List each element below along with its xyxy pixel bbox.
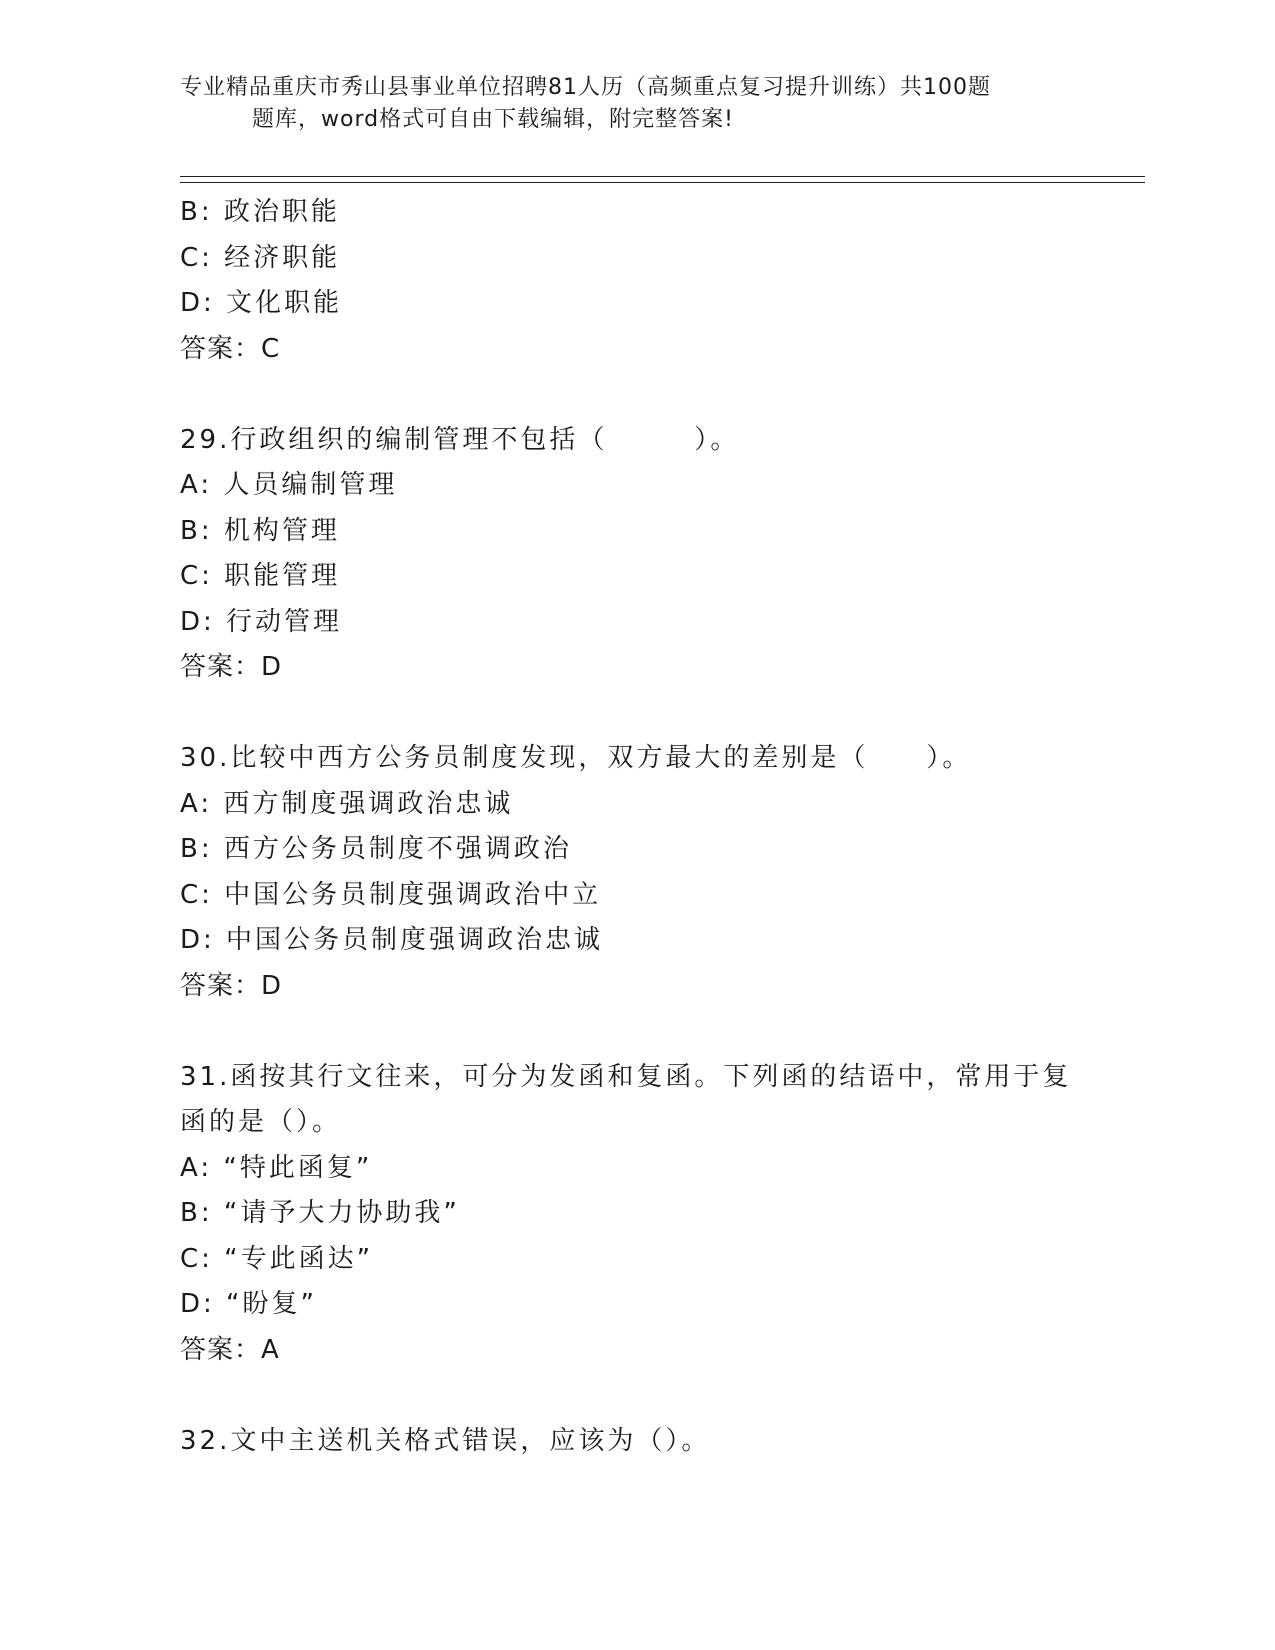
option-b: B: 机构管理 <box>180 515 340 546</box>
spacer <box>180 1009 1080 1055</box>
question-stem: 29.行政组织的编制管理不包括（ ）。 <box>180 424 740 455</box>
question-stem-line-1: 31.函按其行文往来，可分为发函和复函。下列函的结语中，常用于复 <box>180 1061 1072 1092</box>
option-a: A: “特此函复” <box>180 1152 373 1183</box>
question-stem-line-2: 函的是（）。 <box>180 1107 342 1137</box>
question-stem: 30.比较中西方公务员制度发现，双方最大的差别是（ ）。 <box>180 743 972 773</box>
option-b: B: 政治职能 <box>180 197 340 227</box>
option-b: B: 西方公务员制度不强调政治 <box>180 834 572 864</box>
answer-line: 答案：D <box>180 652 283 682</box>
option-d: D: 文化职能 <box>180 288 343 318</box>
spacer <box>180 691 1080 737</box>
option-d: D: 中国公务员制度强调政治忠诚 <box>180 925 604 955</box>
option-a: A: 人员编制管理 <box>180 470 398 500</box>
header-rule-bottom <box>180 182 1145 183</box>
answer-line: 答案：D <box>180 970 283 1001</box>
question-block-29 <box>180 418 1080 691</box>
question-list <box>180 190 1080 1464</box>
question-stem: 32.文中主送机关格式错误，应该为（）。 <box>180 1425 711 1456</box>
answer-line: 答案：C <box>180 333 281 364</box>
question-block-32 <box>180 1419 1080 1465</box>
question-block-28 <box>180 190 1080 372</box>
option-c: C: “专此函达” <box>180 1243 374 1274</box>
document-header <box>180 72 1080 136</box>
spacer <box>180 372 1080 418</box>
header-rule-top <box>180 176 1145 177</box>
answer-line: 答案：A <box>180 1334 280 1365</box>
header-title-line-1: 专业精品重庆市秀山县事业单位招聘81人历（高频重点复习提升训练）共100题 <box>180 75 991 100</box>
option-d: D: 行动管理 <box>180 606 343 637</box>
spacer <box>180 1373 1080 1419</box>
header-title-line-2: 题库，word格式可自由下载编辑，附完整答案! <box>252 107 734 132</box>
option-d: D: “盼复” <box>180 1289 317 1319</box>
option-c: C: 中国公务员制度强调政治中立 <box>180 879 602 910</box>
question-block-31 <box>180 1055 1080 1374</box>
option-c: C: 职能管理 <box>180 561 341 591</box>
option-c: C: 经济职能 <box>180 242 341 273</box>
question-block-30 <box>180 736 1080 1009</box>
option-a: A: 西方制度强调政治忠诚 <box>180 788 514 819</box>
option-b: B: “请予大力协助我” <box>180 1198 460 1228</box>
